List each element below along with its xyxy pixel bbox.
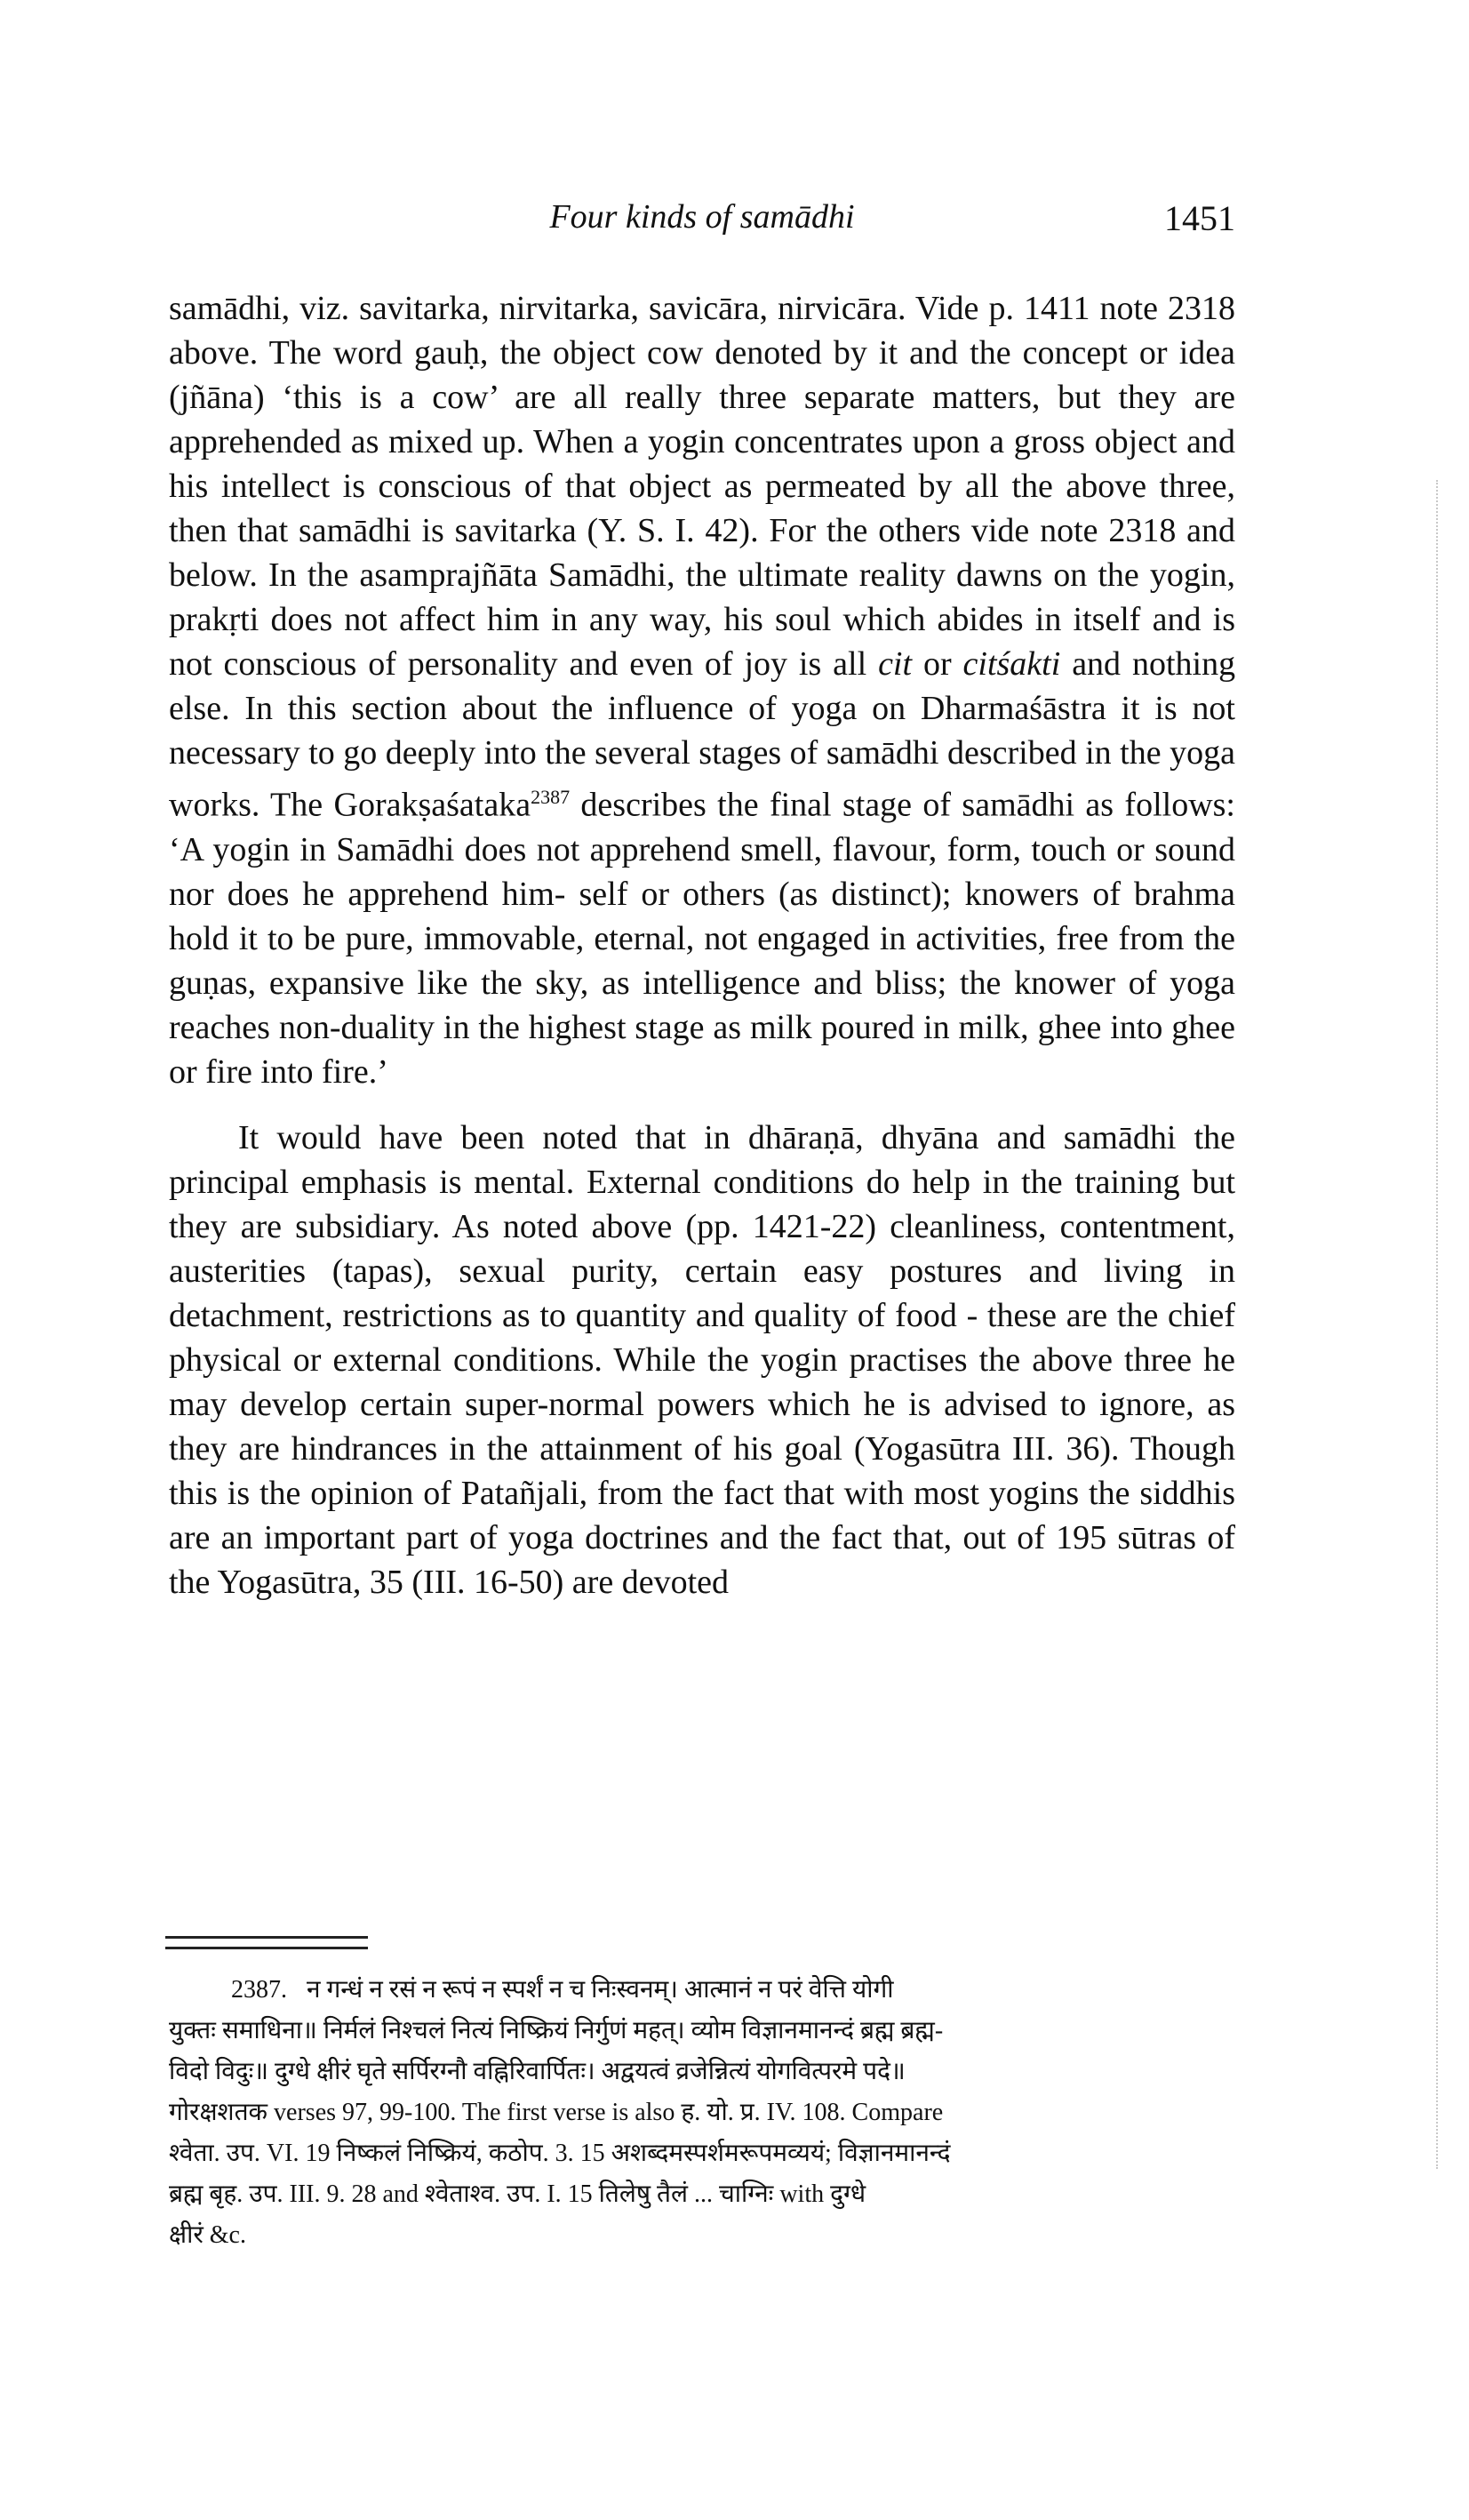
- text-line: the above three he may develop certain super-normal powers: [169, 1340, 1236, 1423]
- text-line: sexual purity, certain easy postures and living in detachment,: [169, 1252, 1235, 1334]
- text-line: really three separate matters, but they are apprehended as mixed: [169, 379, 1235, 460]
- text-line: milk poured in milk, ghee into ghee or fire into fire.’: [169, 1008, 1235, 1091]
- scan-edge-mark: [1436, 480, 1438, 2169]
- footnote-reference[interactable]: 2387: [531, 786, 571, 808]
- text-line: which he is advised to ignore, as they are hindrances in the: [169, 1385, 1236, 1468]
- footnote-divider: [165, 1936, 368, 1939]
- text-line: joy is all: [744, 645, 867, 683]
- footnote-line: क्षीरं &c.: [169, 2221, 246, 2249]
- footnote-line: युक्तः समाधिना॥ निर्मलं निश्चलं नित्यं निष्क्रियं निर्गुणं महत्। व्योम विज्ञानमानन्दं ब्रह्म ब्रह्म-: [169, 2017, 944, 2044]
- text-line: about the influence of yoga on Dharmaśāstra it is not necessary: [169, 690, 1235, 772]
- page-number: 1451: [1164, 198, 1235, 238]
- text-line: (pp. 1421-22) cleanliness, contentment, austerities (tapas),: [169, 1207, 1235, 1290]
- text-line: up. When a yogin concentrates upon a gross object and his: [169, 423, 1235, 505]
- text-line: samādhi as follows: ‘A yogin in Samādhi does not apprehend: [169, 786, 1235, 868]
- text-line: by it and the concept or idea (jñāna) ‘this is a cow’ are all: [169, 334, 1235, 416]
- italic-term: cit: [878, 645, 913, 683]
- text-line: yoga works. The Gorakṣaśataka: [169, 734, 1235, 824]
- paragraph-2: [169, 1116, 1235, 1604]
- text-line: to go deeply into the several stages of samādhi described in the: [308, 734, 1162, 772]
- text-line: out of 195 sūtras of the Yogasūtra, 35 (III. 16-50) are devoted: [169, 1518, 1236, 1601]
- text-line: or: [922, 645, 952, 683]
- text-line: It would have been noted that in dhāraṇā, dhyāna and: [238, 1118, 1046, 1156]
- text-line: pure, immovable, eternal, not engaged in activities, free from: [345, 919, 1185, 957]
- text-line: siddhis are an important part of yoga doctrines and the fact that,: [169, 1474, 1236, 1556]
- text-line: prakṛti does not affect him in any way, his soul which: [169, 601, 926, 638]
- text-line: samādhi the principal emphasis is mental. External conditions: [169, 1118, 1236, 1201]
- footnote-number: 2387.: [231, 1976, 287, 2004]
- text-line: knower of yoga reaches non-duality in the highest stage as: [169, 964, 1236, 1046]
- text-line: do help in the training but they are subsidiary. As noted above: [169, 1163, 1236, 1245]
- page-header: [169, 197, 1235, 251]
- footnote-line: [169, 1970, 1235, 2011]
- footnote-text: न गन्धं न रसं न रूपं न स्पर्शं न च निःस्वनम्। आत्मानं न परं वेत्ति योगी: [307, 1976, 894, 2004]
- text-line: Samādhi, the ultimate reality dawns on the yogin,: [547, 556, 1235, 594]
- text-line: chief physical or external conditions. While the yogin practises: [169, 1296, 1235, 1379]
- footnote-line: ब्रह्म बृह. उप. III. 9. 28 and श्वेताश्व. उप. I. 15 तिलेषु तैलं ... चाग्निः with दुग्धे: [169, 2180, 866, 2208]
- text-line: restrictions as to quantity and quality of food - these are the: [342, 1296, 1159, 1334]
- footnote-line: गोरक्षशतक verses 97, 99-100. The first verse is also ह. यो. प्र. IV. 108. Compare: [169, 2099, 944, 2126]
- text-line: self or others (as distinct); knowers of brahma hold it to be: [169, 875, 1235, 957]
- italic-term: citśakti: [962, 645, 1061, 683]
- text-line: opinion of Patañjali, from the fact that with most yogins the: [310, 1474, 1130, 1512]
- footnote-divider: [165, 1947, 368, 1949]
- footnote-line: श्वेता. उप. VI. 19 निष्कलं निष्क्रियं, कठोप. 3. 15 अशब्दमस्पर्शमरूपमव्ययं; विज्ञानमानन्दं: [169, 2140, 951, 2167]
- text-line: describes the final stage of: [570, 786, 952, 824]
- footnote-2387: [169, 1970, 1235, 2256]
- text-line: abides in itself and is not conscious of personality and even of: [169, 601, 1235, 683]
- text-line: attainment of his goal (Yogasūtra III. 36). Though this is the: [169, 1429, 1235, 1512]
- text-line: the guṇas, expansive like the sky, as intelligence and bliss; the: [169, 919, 1235, 1002]
- text-line: the others vide note 2318 and below. In the asamprajñāta: [169, 512, 1235, 594]
- text-line: above three, then that samādhi is savitarka (Y. S. I. 42). For: [169, 468, 1235, 549]
- text-line: p. 1411 note 2318 above. The word gauḥ, the object cow denoted: [169, 290, 1235, 372]
- text-line: smell, flavour, form, touch or sound nor does he apprehend him-: [169, 830, 1235, 913]
- body-text: [169, 286, 1235, 1604]
- running-title: Four kinds of samādhi: [549, 198, 855, 236]
- text-line: and nothing else. In this section: [169, 645, 1236, 727]
- footnote-line: विदो विदुः॥ दुग्धे क्षीरं घृते सर्पिरग्नौ वह्निरिवार्पितः। अद्वयत्वं व्रजेन्नित्यं योगवित्परमे पदे॥: [169, 2058, 906, 2085]
- paragraph-1: [169, 286, 1235, 1094]
- text-line: samādhi, viz. savitarka, nirvitarka, savicāra, nirvicāra. Vide: [169, 290, 979, 327]
- text-line: intellect is conscious of that object as permeated by all the: [220, 468, 1053, 505]
